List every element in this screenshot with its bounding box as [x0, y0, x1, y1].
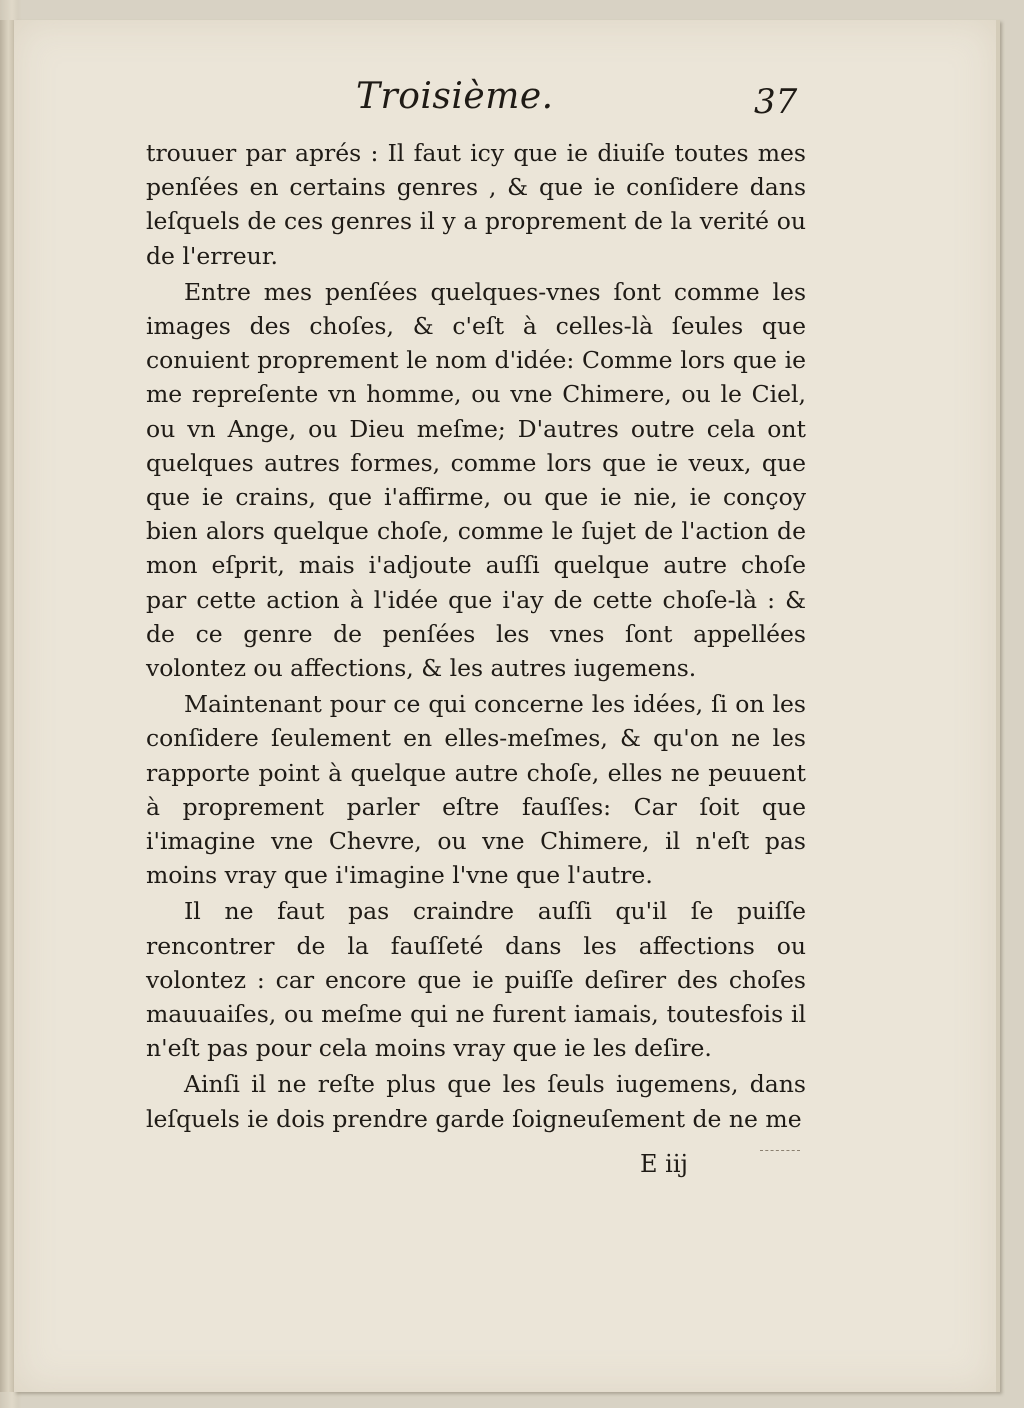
page-number: 37: [754, 82, 798, 122]
paragraph: Ainſi il ne reſte plus que les ſeuls iugemens, dans leſquels ie dois prendre garde ſoigneuſement de ne me: [146, 1070, 806, 1133]
running-title: Troisième.: [356, 76, 554, 117]
book-spine-edge: [0, 20, 14, 1392]
paragraph: Maintenant pour ce qui concerne les idées, ſi on les conſidere ſeulement en elles-meſmes, & qu'on ne les rapporte point à quelque autre choſe, elles ne peuuent à proprement parler eſtre fauſſes: Car ſoit que i'imagine vne Chevre, ou vne Chimere, il n'eſt pas moins vray que i'imagine l'vne que l'autre.: [146, 690, 806, 890]
catchword-rule: [760, 1150, 800, 1152]
text-block: [146, 136, 806, 1138]
signature-mark: E iij: [640, 1150, 688, 1178]
paragraph: Entre mes penſées quelques-vnes ſont comme les images des choſes, & c'eſt à celles-là ſeules que conuient proprement le nom d'idée: Comme lors que ie me repreſente vn homme, ou vne Chimere, ou le Ciel, ou vn Ange, ou Dieu meſme; D'autres outre cela ont quelques autres formes, comme lors que ie veux, que que ie crains, que i'affirme, ou que ie nie, ie conçoy bien alors quelque choſe, comme le ſujet de l'action de mon eſprit, mais i'adjoute auſſi quelque autre choſe par cette action à l'idée que i'ay de cette choſe-là : & de ce genre de penſées les vnes ſont appellées volontez ou affections, & les autres iugemens.: [146, 277, 806, 683]
paragraph-continuation: trouuer par aprés : Il faut icy que ie diuiſe toutes mes penſées en certains genres , & que ie conſidere dans leſquels de ces genres il y a proprement de la verité ou de l'erreur.: [146, 139, 806, 270]
paragraph: Il ne faut pas craindre auſſi qu'il ſe puiſſe rencontrer de la fauſſeté dans les affections ou volontez : car encore que ie puiſſe deſirer des choſes mauuaiſes, ou meſme qui ne furent iamais, toutesfois il n'eſt pas pour cela moins vray que ie les deſire.: [146, 897, 806, 1063]
